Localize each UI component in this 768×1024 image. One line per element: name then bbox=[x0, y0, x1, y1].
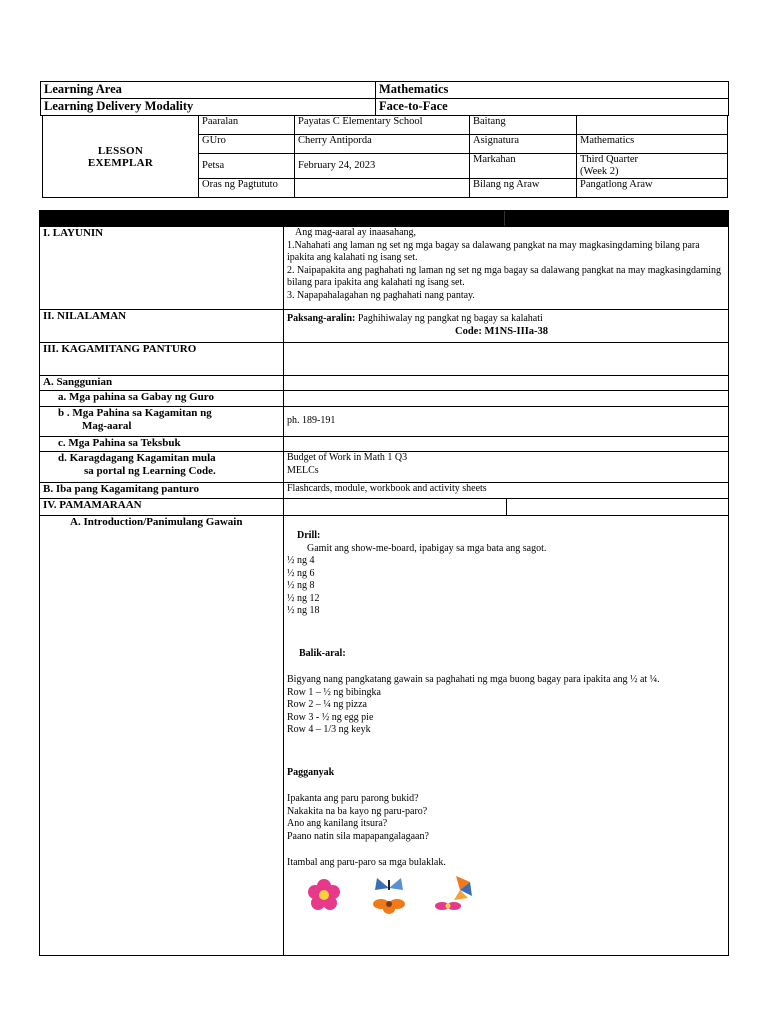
kagamitan-label: III. KAGAMITANG PANTURO bbox=[40, 343, 284, 376]
learning-area-label: Learning Area bbox=[41, 82, 376, 99]
teksbuk-label: c. Mga Pahina sa Teksbuk bbox=[40, 437, 284, 452]
quarter-line1: Third Quarter bbox=[580, 154, 639, 165]
balik-aral-item-1: Row 1 – ½ ng bibingka bbox=[287, 686, 381, 698]
balik-aral-item-3: Row 3 - ½ ng egg pie bbox=[287, 711, 374, 723]
school-label: Paaralan bbox=[199, 116, 295, 135]
layunin-item-1: 1.Nahahati ang laman ng set ng mga bagay sa dalawang pangkat na may magkasingdaming bilang para ipakita ang kalahati ng isang set. bbox=[287, 239, 700, 263]
layunin-item-2: 2. Naipapakita ang paghahati ng laman ng set ng mga bagay sa dalawang pangkat na may magkasingdaming bilang para ipakita ang kalahati ng isang set. bbox=[287, 264, 722, 288]
balik-aral-instruction: Bigyang nang pangkatang gawain sa paghahati ng mga buong bagay para ipakita ang ½ at ¼. bbox=[287, 674, 660, 685]
introduction-label: A. Introduction/Panimulang Gawain bbox=[40, 516, 284, 956]
drill-item-1: ½ ng 4 bbox=[287, 555, 315, 566]
school-value: Payatas C Elementary School bbox=[295, 116, 470, 135]
kagamitan-magaaral-value: ph. 189-191 bbox=[284, 407, 729, 437]
balik-aral-item-4: Row 4 – 1/3 ng keyk bbox=[287, 724, 371, 735]
pagganyak-item-1: Ipakanta ang paru parong bukid? bbox=[287, 793, 419, 804]
title-line1: LESSON bbox=[97, 144, 144, 157]
pamamaraan-label: IV. PAMAMARAAN bbox=[40, 499, 284, 516]
pagganyak-item-2: Nakakita na ba kayo ng paru-paro? bbox=[287, 805, 428, 817]
learning-area-value: Mathematics bbox=[376, 82, 729, 99]
portal-label: d. Karagdagang Kagamitan mula sa portal ng Learning Code. bbox=[40, 452, 284, 483]
butterfly-pink-flower-image bbox=[424, 876, 482, 914]
days-label: Bilang ng Araw bbox=[470, 179, 577, 198]
layunin-item-3: 3. Napapahalagahan ng paghahati nang pantay. bbox=[287, 289, 475, 301]
introduction-content bbox=[284, 516, 729, 956]
lesson-code: Code: M1NS-IIIa-38 bbox=[455, 325, 549, 337]
drill-item-3: ½ ng 8 bbox=[287, 580, 315, 591]
teacher-value: Cherry Antiporda bbox=[295, 135, 470, 154]
nilalaman-content bbox=[284, 310, 729, 343]
pink-flower-image bbox=[295, 876, 353, 914]
lesson-main-table bbox=[39, 210, 729, 956]
quarter-line2: (Week 2) bbox=[580, 166, 619, 177]
itambal-instruction: Itambal ang paru-paro sa mga bulaklak. bbox=[287, 857, 446, 868]
time-value bbox=[295, 179, 470, 198]
subject-label: Asignatura bbox=[470, 135, 577, 154]
nilalaman-label: II. NILALAMAN bbox=[40, 310, 284, 343]
layunin-content bbox=[284, 227, 729, 310]
days-value: Pangatlong Araw bbox=[577, 179, 728, 198]
grade-value bbox=[577, 116, 728, 135]
kagamitan-magaaral-label: b . Mga Pahina sa Kagamitan ng Mag-aaral bbox=[40, 407, 284, 437]
layunin-intro: Ang mag-aaral ay inaasahang, bbox=[295, 227, 417, 238]
drill-instruction: Gamit ang show-me-board, ipabigay sa mga bata ang sagot. bbox=[307, 542, 547, 554]
matching-images bbox=[287, 876, 725, 914]
layunin-label: I. LAYUNIN bbox=[40, 227, 284, 310]
table-header-bar bbox=[40, 211, 729, 227]
modality-label: Learning Delivery Modality bbox=[41, 99, 376, 116]
paksa-label: Paksang-aralin: bbox=[287, 313, 356, 324]
balik-aral-item-2: Row 2 – ¼ ng pizza bbox=[287, 699, 367, 710]
teacher-label: GUro bbox=[199, 135, 295, 154]
quarter-value bbox=[577, 154, 728, 179]
drill-item-2: ½ ng 6 bbox=[287, 567, 315, 579]
portal-value: Budget of Work in Math 1 Q3 MELCs bbox=[284, 452, 729, 483]
gabay-guro-label: a. Mga pahina sa Gabay ng Guro bbox=[40, 391, 284, 407]
lesson-exemplar-header bbox=[42, 115, 728, 198]
pagganyak-title: Pagganyak bbox=[287, 766, 335, 778]
subject-value: Mathematics bbox=[577, 135, 728, 154]
title-line2: EXEMPLAR bbox=[87, 156, 154, 169]
date-value: February 24, 2023 bbox=[295, 154, 470, 179]
balik-aral-title: Balik-aral: bbox=[299, 647, 346, 659]
paksa-value: Paghihiwalay ng pangkat ng bagay sa kalahati bbox=[357, 313, 543, 324]
pagganyak-item-3: Ano ang kanilang itsura? bbox=[287, 818, 388, 829]
date-label: Petsa bbox=[199, 154, 295, 179]
modality-value: Face-to-Face bbox=[376, 99, 729, 116]
butterfly-orange-flower-image bbox=[360, 876, 418, 914]
iba-kagamitan-label: B. Iba pang Kagamitang panturo bbox=[40, 483, 284, 499]
iba-kagamitan-value: Flashcards, module, workbook and activity sheets bbox=[284, 483, 729, 499]
sanggunian-label: A. Sanggunian bbox=[40, 376, 284, 391]
grade-label: Baitang bbox=[470, 116, 577, 135]
drill-item-5: ½ ng 18 bbox=[287, 605, 320, 616]
drill-title: Drill: bbox=[297, 530, 321, 541]
quarter-label: Markahan bbox=[470, 154, 577, 179]
drill-item-4: ½ ng 12 bbox=[287, 592, 320, 604]
time-label: Oras ng Pagtututo bbox=[199, 179, 295, 198]
learning-area-table bbox=[40, 81, 729, 116]
pagganyak-item-4: Paano natin sila mapapangalagaan? bbox=[287, 830, 429, 842]
lesson-exemplar-title bbox=[43, 116, 199, 198]
